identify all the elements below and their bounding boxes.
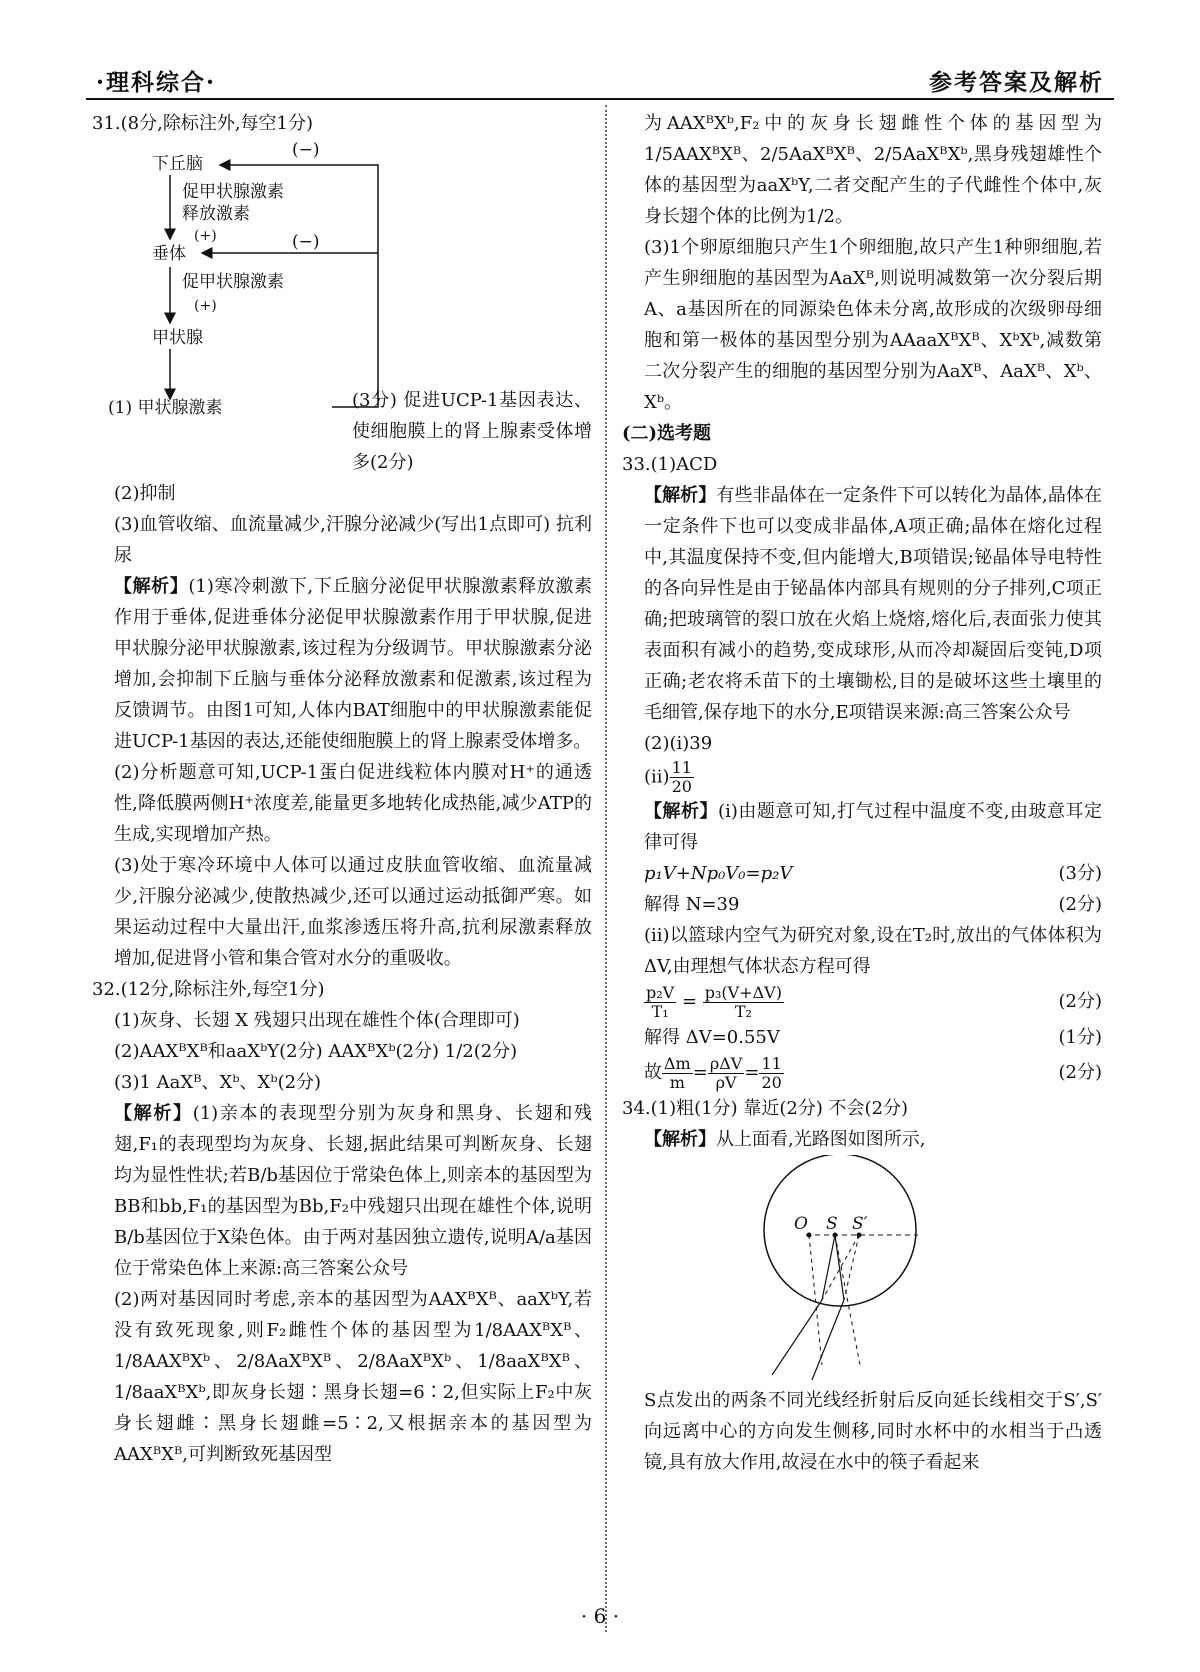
- thyroid-label: 甲状腺: [152, 328, 203, 348]
- q31-answer-2: (2)抑制: [114, 483, 176, 504]
- q32-answer-2: (2)AAXᴮXᴮ和aaXᵇY(2分) AAXᴮXᵇ(2分) 1/2(2分): [114, 1041, 518, 1062]
- plus-label-1: (+): [194, 228, 217, 244]
- q32-analysis-1: [92, 1098, 592, 1284]
- q34-analysis-2: S点发出的两条不同光线经折射后反向延长线相交于S′,S′向远离中心的方向发生侧移,同时水杯中的水相当于凸透镜,具有放大作用,故浸在水中的筷子看起来: [644, 1390, 1102, 1473]
- item1-label: (1) 甲状腺激素: [108, 398, 223, 418]
- q32-analysis-1-text: (1)亲本的表现型分别为灰身和黑身、长翅和残翅,F₁的表现型均为灰身、长翅,据此结果可判断灰身、长翅均为显性性状;若B/b基因位于常染色体上,则亲本的基因型为BB和bb,F₁的基因型为Bb,F₂中残翅只出现在雄性个体,说明B/b基因位于X染色体。由于两对基因独立遗传,说明A/a基因位于常染色体上来源:高三答案公众号: [114, 1103, 593, 1279]
- analysis-tag: 【解析】: [644, 485, 717, 506]
- q33-analysis-2-text: (i)由题意可知,打气过程中温度不变,由玻意耳定律可得: [644, 801, 1102, 853]
- q33-answer-2ii: (ii) $\frac{11}{20}$: [644, 758, 692, 796]
- q32-analysis-3: (3)1个卵原细胞只产生1个卵细胞,故只产生1种卵细胞,若产生卵细胞的基因型为AaXᴮ,则说明减数第一次分裂后期A、a基因所在的同源染色体未分离,故形成的次级卵母细胞和第一极体的基因型分别为AAaaXᴮXᴮ、XᵇXᵇ,减数第二次分裂产生的细胞的基因型分别为AaXᴮ、AaXᴮ、Xᵇ、Xᵇ。: [644, 237, 1102, 413]
- analysis-tag: 【解析】: [644, 801, 719, 822]
- hypothalamus-label: 下丘脑: [152, 154, 203, 174]
- light-path-diagram: [622, 1155, 1102, 1385]
- equation-3: $\frac{\text{p₂V}}{\text{T₁}}$ = $\frac{\text{p₃(V+ΔV)}}{\text{T₂}}$ (2分): [646, 982, 1102, 1021]
- q34-analysis-text: 从上面看,光路图如图所示,: [716, 1129, 926, 1150]
- header-right: 参考答案及解析: [929, 69, 1104, 96]
- equation-4: 解得 ΔV=0.55V (1分): [644, 1027, 1102, 1048]
- plus-label-2: (+): [194, 298, 217, 314]
- pituitary-label: 垂体: [152, 244, 186, 264]
- q33-analysis-2: [622, 796, 1102, 858]
- hormone-diagram: [108, 140, 592, 418]
- minus-label-2: (−): [292, 232, 320, 252]
- right-column: [622, 108, 1102, 1478]
- q32-answer-3: (3)1 AaXᴮ、Xᵇ、Xᵇ(2分): [114, 1072, 322, 1093]
- q33-analysis-1-text: 有些非晶体在一定条件下可以转化为晶体,晶体在一定条件下也可以变成非晶体,A项正确;晶体在熔化过程中,其温度保持不变,但内能增大,B项错误;铋晶体导电特性的各向异性是由于铋晶体内部具有规则的分子排列,C项正确;把玻璃管的裂口放在火焰上烧熔,熔化后,表面张力使其表面积有减小的趋势,变成球形,从而冷却凝固后变钝,D项正确;老农将禾苗下的土壤锄松,目的是破坏这些土壤里的毛细管,保存地下的水分,E项错误来源:高三答案公众号: [644, 485, 1102, 723]
- left-column: [92, 108, 592, 1470]
- label-S: S: [826, 1214, 838, 1234]
- q32-title: 32.(12分,除标注外,每空1分): [92, 979, 325, 1000]
- page-number: · 6 ·: [580, 1604, 620, 1628]
- q31-analysis-1-text: (1)寒冷刺激下,下丘脑分泌促甲状腺激素释放激素作用于垂体,促进垂体分泌促甲状腺激素作用于甲状腺,促进甲状腺分泌甲状腺激素,该过程为分级调节。甲状腺激素分泌增加,会抑制下丘脑与垂体分泌释放激素和促激素,该过程为反馈调节。由图1可知,人体内BAT细胞中的甲状腺激素能促进UCP-1基因的表达,还能使细胞膜上的肾上腺素受体增多。: [114, 576, 593, 752]
- q31-answer-1: (3分) 促进UCP-1基因表达、使细胞膜上的肾上腺素受体增多(2分): [352, 390, 592, 473]
- label-O: O: [794, 1214, 808, 1234]
- q33-answer-1: 33.(1)ACD: [622, 454, 718, 475]
- q32-continued: 为AAXᴮXᵇ,F₂中的灰身长翅雌性个体的基因型为1/5AAXᴮXᴮ、2/5AaXᴮXᴮ、2/5AaXᴮXᵇ,黑身残翅雄性个体的基因型为aaXᵇY,二者交配产生的子代雌性个体中,灰身长翅个体的比例为1/2。: [644, 113, 1102, 227]
- section-heading: (二)选考题: [622, 423, 712, 444]
- q31-analysis-2: (2)分析题意可知,UCP-1蛋白促进线粒体内膜对H⁺的通透性,降低膜两侧H⁺浓度差,能量更多地转化成热能,减少ATP的生成,实现增加产热。: [114, 762, 592, 845]
- label-S-prime: S′: [852, 1214, 868, 1234]
- optics-figure: [622, 1155, 1102, 1385]
- analysis-tag: 【解析】: [114, 576, 189, 597]
- minus-label-1: (−): [292, 140, 320, 160]
- q31-analysis-3: (3)处于寒冷环境中人体可以通过皮肤血管收缩、血流量减少,汗腺分泌减少,使散热减少,还可以通过运动抵御严寒。如果运动过程中大量出汗,血浆渗透压将升高,抗利尿激素释放增加,促进肾小管和集合管对水分的重吸收。: [114, 855, 592, 969]
- column-divider: [605, 105, 607, 1632]
- q33-analysis-1: [622, 480, 1102, 728]
- q31-title: 31.(8分,除标注外,每空1分): [92, 113, 314, 134]
- fraction: $\frac{11}{20}$: [671, 758, 692, 796]
- q31-analysis-1: [92, 571, 592, 757]
- analysis-tag: 【解析】: [644, 1129, 716, 1150]
- header-left: ·理科综合·: [96, 69, 217, 96]
- q34-analysis: [622, 1124, 1102, 1155]
- trh-label: 促甲状腺激素: [182, 182, 284, 202]
- q33-analysis-3: (ii)以篮球内空气为研究对象,设在T₂时,放出的气体体积为ΔV,由理想气体状态方程可得: [644, 925, 1102, 977]
- equation-1: p₁V+Np₀V₀=p₂V (3分): [644, 863, 1102, 884]
- q34-answer: 34.(1)粗(1分) 靠近(2分) 不会(2分): [622, 1098, 909, 1119]
- tsh-label: 促甲状腺激素: [182, 272, 284, 292]
- equation-5: 故 $\frac{\Delta m}{m}$ = $\frac{\text{ρΔV}}{\rho V}$ = $\frac{11}{20}$ (2分): [644, 1053, 1102, 1092]
- q32-answer-1: (1)灰身、长翅 X 残翅只出现在雄性个体(合理即可): [114, 1010, 520, 1031]
- equation-2: 解得 N=39 (2分): [644, 894, 1102, 915]
- q31-answer-3: (3)血管收缩、血流量减少,汗腺分泌减少(写出1点即可) 抗利尿: [114, 514, 592, 566]
- q32-analysis-2: (2)两对基因同时考虑,亲本的基因型为AAXᴮXᴮ、aaXᵇY,若没有致死现象,则F₂雌性个体的基因型为1/8AAXᴮXᴮ、1/8AAXᴮXᵇ、2/8AaXᴮXᴮ、2/8AaXᴮXᵇ、1/8aaXᴮXᴮ、1/8aaXᴮXᵇ,即灰身长翅∶黑身长翅=6∶2,但实际上F₂中灰身长翅雌∶黑身长翅雌=5∶2,又根据亲本的基因型为AAXᴮXᴮ,可判断致死基因型: [114, 1289, 592, 1465]
- analysis-tag: 【解析】: [114, 1103, 193, 1124]
- q33-answer-2i: (2)(i)39: [644, 733, 713, 754]
- trh-label-2: 释放激素: [182, 204, 250, 224]
- page-header: [86, 64, 1114, 100]
